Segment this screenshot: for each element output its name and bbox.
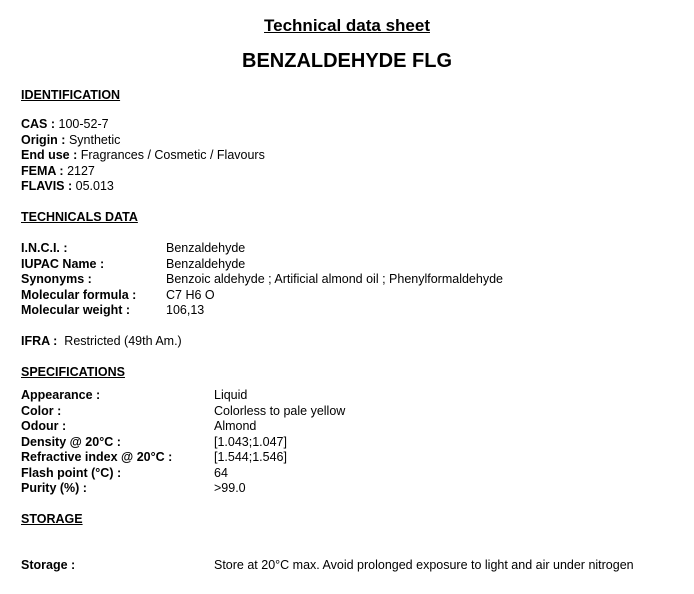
ifra-label: IFRA :: [21, 334, 58, 348]
color-value: Colorless to pale yellow: [214, 404, 346, 418]
molecular-weight-label: Molecular weight :: [21, 303, 131, 317]
flavis-value: 05.013: [75, 179, 114, 193]
synonyms-value: Benzoic aldehyde ; Artificial almond oil ; Phenylformaldehyde: [166, 272, 503, 286]
id-row-flavis: [21, 179, 114, 193]
molecular-weight-value: 106,13: [166, 303, 205, 317]
ifra-row: [21, 334, 182, 348]
ifra-value: Restricted (49th Am.): [64, 334, 182, 348]
specifications-heading: SPECIFICATIONS: [21, 365, 125, 379]
molecular-formula-label: Molecular formula :: [21, 288, 137, 302]
storage-value: Store at 20°C max. Avoid prolonged exposure to light and air under nitrogen: [214, 558, 634, 572]
color-label: Color :: [21, 404, 62, 418]
storage-label: Storage :: [21, 558, 76, 572]
end-use-label: End use :: [21, 148, 78, 162]
purity-value: >99.0: [214, 481, 246, 495]
cas-value: 100-52-7: [58, 117, 109, 131]
fema-value: 2127: [67, 164, 95, 178]
origin-label: Origin :: [21, 133, 66, 147]
identification-heading: IDENTIFICATION: [21, 88, 121, 102]
product-name: BENZALDEHYDE FLG: [242, 50, 452, 72]
id-row-end-use: [21, 148, 265, 162]
flavis-label: FLAVIS :: [21, 179, 73, 193]
density-label: Density @ 20°C :: [21, 435, 121, 449]
inci-label: I.N.C.I. :: [21, 241, 68, 255]
fema-label: FEMA :: [21, 164, 64, 178]
flash-point-value: 64: [214, 466, 228, 480]
molecular-formula-value: C7 H6 O: [166, 288, 215, 302]
sheet-title: Technical data sheet: [264, 16, 430, 35]
inci-value: Benzaldehyde: [166, 241, 246, 255]
id-row-origin: [21, 133, 120, 147]
synonyms-label: Synonyms :: [21, 272, 92, 286]
density-value: [1.043;1.047]: [214, 435, 287, 449]
iupac-value: Benzaldehyde: [166, 257, 246, 271]
odour-value: Almond: [214, 419, 257, 433]
purity-label: Purity (%) :: [21, 481, 87, 495]
id-row-fema: [21, 164, 95, 178]
refractive-index-label: Refractive index @ 20°C :: [21, 450, 173, 464]
end-use-value: Fragrances / Cosmetic / Flavours: [80, 148, 265, 162]
cas-label: CAS :: [21, 117, 56, 131]
iupac-label: IUPAC Name :: [21, 257, 105, 271]
origin-value: Synthetic: [68, 133, 121, 147]
id-row-cas: [21, 117, 109, 131]
appearance-value: Liquid: [214, 388, 248, 402]
odour-label: Odour :: [21, 419, 67, 433]
flash-point-label: Flash point (°C) :: [21, 466, 122, 480]
technical-heading: TECHNICALS DATA: [21, 210, 138, 224]
appearance-label: Appearance :: [21, 388, 101, 402]
refractive-index-value: [1.544;1.546]: [214, 450, 287, 464]
storage-heading: STORAGE: [21, 512, 83, 526]
